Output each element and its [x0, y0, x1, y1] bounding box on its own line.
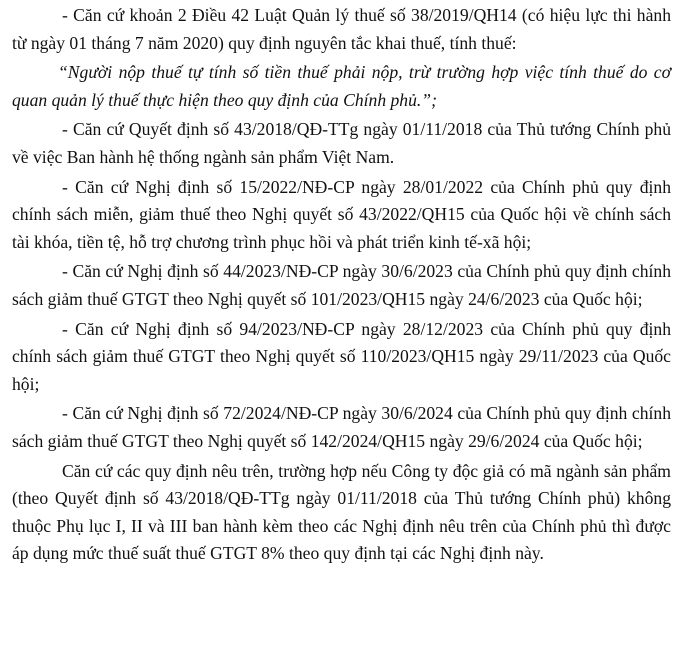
paragraph-luat-quan-ly-thue: - Căn cứ khoản 2 Điều 42 Luật Quản lý thuế số 38/2019/QH14 (có hiệu lực thi hành từ ngày 01 tháng 7 năm 2020) quy định nguyên tắc khai thuế, tính thuế:: [12, 5, 671, 53]
paragraph-quote: “Người nộp thuế tự tính số tiền thuế phải nộp, trừ trường hợp việc tính thuế do cơ quan quản lý thuế thực hiện theo quy định của Chính phủ.”;: [12, 62, 671, 110]
paragraph-nd-44-2023: - Căn cứ Nghị định số 44/2023/NĐ-CP ngày 30/6/2023 của Chính phủ quy định chính sách giảm thuế GTGT theo Nghị quyết số 101/2023/QH15 ngày 24/6/2023 của Quốc hội;: [12, 261, 671, 309]
paragraph-conclusion: Căn cứ các quy định nêu trên, trường hợp nếu Công ty độc giả có mã ngành sản phẩm (theo Quyết định số 43/2018/QĐ-TTg ngày 01/11/2018 của Thủ tướng Chính phủ) không thuộc Phụ lục I, II và III ban hành kèm theo các Nghị định nêu trên của Chính phủ thì được áp dụng mức thuế suất thuế GTGT 8% theo quy định tại các Nghị định này.: [12, 460, 671, 564]
paragraph-nd-94-2023: - Căn cứ Nghị định số 94/2023/NĐ-CP ngày 28/12/2023 của Chính phủ quy định chính sách giảm thuế GTGT theo Nghị quyết số 110/2023/QH15 ngày 29/11/2023 của Quốc hội;: [12, 318, 671, 394]
paragraph-nd-15-2022: - Căn cứ Nghị định số 15/2022/NĐ-CP ngày 28/01/2022 của Chính phủ quy định chính sách miễn, giảm thuế theo Nghị quyết số 43/2022/QH15 của Quốc hội về chính sách tài khóa, tiền tệ, hỗ trợ chương trình phục hồi và phát triển kinh tế-xã hội;: [12, 176, 671, 252]
paragraph-qd-43-2018: - Căn cứ Quyết định số 43/2018/QĐ-TTg ngày 01/11/2018 của Thủ tướng Chính phủ về việc Ban hành hệ thống ngành sản phẩm Việt Nam.: [12, 119, 671, 167]
paragraph-nd-72-2024: - Căn cứ Nghị định số 72/2024/NĐ-CP ngày 30/6/2024 của Chính phủ quy định chính sách giảm thuế GTGT theo Nghị quyết số 142/2024/QH15 ngày 29/6/2024 của Quốc hội;: [12, 403, 671, 451]
